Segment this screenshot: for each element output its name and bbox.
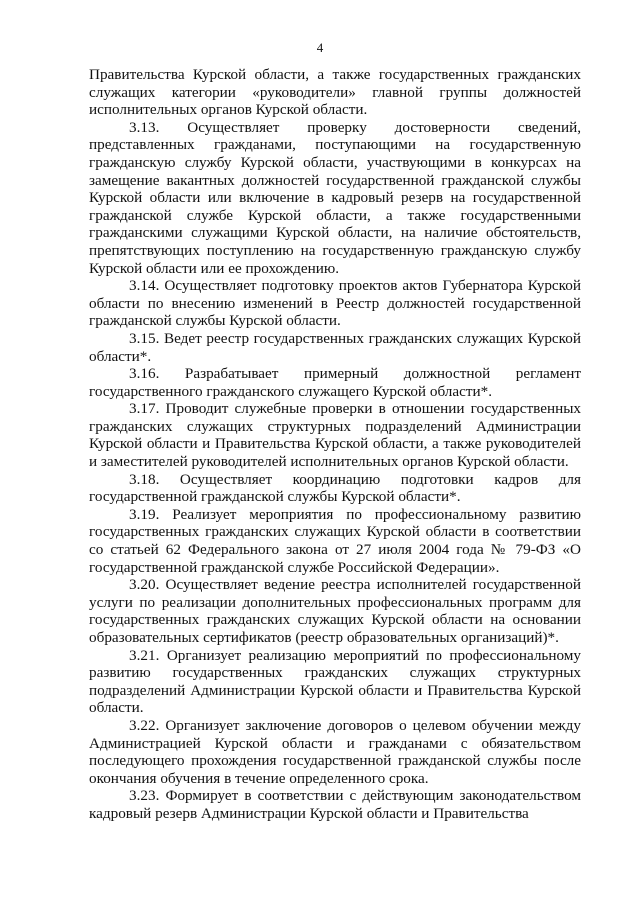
paragraph-3-20: 3.20. Осуществляет ведение реестра исполнителей государственной услуги по реализации дополнительных профессиональных программ для государственных гражданских служащих Курской области на основании образовательных сертификатов (реестр образовательных организаций)*. — [89, 576, 581, 646]
paragraph-3-21: 3.21. Организует реализацию мероприятий по профессиональному развитию государственных гражданских служащих структурных подразделений Администрации Курской области и Правительства Курской области. — [89, 646, 581, 717]
paragraph-continuation: Правительства Курской области, а также государственных гражданских служащих категории «руководители» главной группы должностей исполнительных органов Курской области. — [89, 66, 581, 119]
paragraph-3-19: 3.19. Реализует мероприятия по профессиональному развитию государственных гражданских служащих Курской области в соответствии со статьей 62 Федерального закона от 27 июля 2004 года № 79-ФЗ «О государственной гражданской службе Российской Федерации». — [89, 505, 581, 576]
paragraph-3-22: 3.22. Организует заключение договоров о целевом обучении между Администрацией Курской области и гражданами с обязательством последующего прохождения государственной гражданской службы после окончания обучения в течение определенного срока. — [89, 716, 581, 787]
document-body — [89, 66, 581, 823]
paragraph-3-18: 3.18. Осуществляет координацию подготовки кадров для государственной гражданской службы Курской области*. — [89, 470, 581, 506]
paragraph-3-17: 3.17. Проводит служебные проверки в отношении государственных гражданских служащих структурных подразделений Администрации Курской области и Правительства Курской области, а также руководителей и заместителей руководителей исполнительных органов Курской области. — [89, 400, 581, 471]
paragraph-3-14: 3.14. Осуществляет подготовку проектов актов Губернатора Курской области по внесению изменений в Реестр должностей государственной гражданской службы Курской области. — [89, 277, 581, 330]
page-number: 4 — [316, 40, 324, 55]
paragraph-3-15: 3.15. Ведет реестр государственных гражданских служащих Курской области*. — [89, 329, 581, 365]
paragraph-3-16: 3.16. Разрабатывает примерный должностной регламент государственного гражданского служащего Курской области*. — [89, 365, 581, 400]
paragraph-3-23: 3.23. Формирует в соответствии с действующим законодательством кадровый резерв Администрации Курской области и Правительства — [89, 787, 581, 822]
paragraph-3-13: 3.13. Осуществляет проверку достоверности сведений, представленных гражданами, поступающими на государственную гражданскую службу Курской области, участвующими в конкурсах на замещение вакантных должностей государственной гражданской службы Курской области или включение в кадровый резерв на государственной гражданской службе Курской области, а также государственными гражданскими служащими Курской области, на наличие обстоятельств, препятствующих поступлению на государственную гражданскую службу Курской области или ее прохождению. — [89, 118, 581, 277]
